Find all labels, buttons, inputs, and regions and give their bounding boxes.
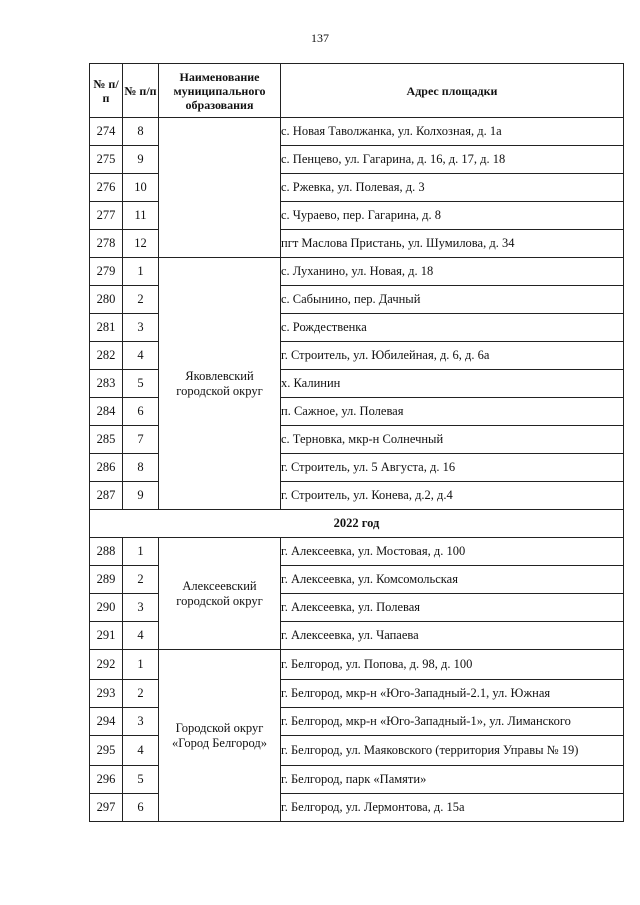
site-address: г. Белгород, мкр-н «Юго-Западный-1», ул. Лиманского: [281, 708, 624, 736]
site-address: с. Сабынино, пер. Дачный: [281, 286, 624, 314]
row-sub-number: 4: [123, 342, 159, 370]
row-sub-number: 5: [123, 766, 159, 794]
site-address: г. Строитель, ул. Юбилейная, д. 6, д. 6а: [281, 342, 624, 370]
row-number: 287: [90, 482, 123, 510]
site-address: г. Алексеевка, ул. Чапаева: [281, 622, 624, 650]
row-number: 286: [90, 454, 123, 482]
row-number: 278: [90, 230, 123, 258]
row-sub-number: 11: [123, 202, 159, 230]
row-number: 296: [90, 766, 123, 794]
sites-table: [89, 63, 624, 822]
site-address: г. Белгород, парк «Памяти»: [281, 766, 624, 794]
municipality-cell: Алексеевский городской округ: [159, 538, 281, 650]
row-sub-number: 1: [123, 538, 159, 566]
table-row: [90, 650, 624, 680]
row-number: 295: [90, 736, 123, 766]
row-sub-number: 8: [123, 118, 159, 146]
site-address: г. Белгород, ул. Маяковского (территория Управы № 19): [281, 736, 624, 766]
row-sub-number: 5: [123, 370, 159, 398]
row-sub-number: 10: [123, 174, 159, 202]
year-heading: 2022 год: [90, 510, 624, 538]
row-sub-number: 9: [123, 482, 159, 510]
row-sub-number: 2: [123, 680, 159, 708]
site-address: п. Сажное, ул. Полевая: [281, 398, 624, 426]
row-number: 274: [90, 118, 123, 146]
row-sub-number: 4: [123, 736, 159, 766]
header-sub-number: № п/п: [123, 64, 159, 118]
row-sub-number: 9: [123, 146, 159, 174]
row-sub-number: 8: [123, 454, 159, 482]
site-address: г. Белгород, ул. Попова, д. 98, д. 100: [281, 650, 624, 680]
header-municipality: Наименование муниципального образования: [159, 64, 281, 118]
header-number: № п/п: [90, 64, 123, 118]
site-address: с. Пенцево, ул. Гагарина, д. 16, д. 17, д. 18: [281, 146, 624, 174]
row-sub-number: 6: [123, 794, 159, 822]
table-header-row: [90, 64, 624, 118]
row-number: 276: [90, 174, 123, 202]
site-address: с. Новая Таволжанка, ул. Колхозная, д. 1а: [281, 118, 624, 146]
municipality-cell: Яковлевский городской округ: [159, 258, 281, 510]
site-address: х. Калинин: [281, 370, 624, 398]
row-number: 294: [90, 708, 123, 736]
header-address: Адрес площадки: [281, 64, 624, 118]
row-number: 277: [90, 202, 123, 230]
site-address: г. Белгород, мкр-н «Юго-Западный-2.1, ул. Южная: [281, 680, 624, 708]
site-address: пгт Маслова Пристань, ул. Шумилова, д. 34: [281, 230, 624, 258]
municipality-cell: [159, 118, 281, 258]
page-number: 137: [311, 31, 329, 45]
row-number: 279: [90, 258, 123, 286]
row-sub-number: 3: [123, 708, 159, 736]
row-sub-number: 12: [123, 230, 159, 258]
site-address: с. Ржевка, ул. Полевая, д. 3: [281, 174, 624, 202]
site-address: г. Алексеевка, ул. Комсомольская: [281, 566, 624, 594]
row-number: 288: [90, 538, 123, 566]
site-address: с. Рождественка: [281, 314, 624, 342]
year-section-row: [90, 510, 624, 538]
municipality-cell: Городской округ «Город Белгород»: [159, 650, 281, 822]
row-number: 280: [90, 286, 123, 314]
row-number: 297: [90, 794, 123, 822]
site-address: г. Алексеевка, ул. Полевая: [281, 594, 624, 622]
row-sub-number: 7: [123, 426, 159, 454]
row-number: 289: [90, 566, 123, 594]
row-sub-number: 3: [123, 594, 159, 622]
site-address: с. Терновка, мкр-н Солнечный: [281, 426, 624, 454]
site-address: с. Луханино, ул. Новая, д. 18: [281, 258, 624, 286]
site-address: г. Строитель, ул. 5 Августа, д. 16: [281, 454, 624, 482]
row-number: 293: [90, 680, 123, 708]
site-address: с. Чураево, пер. Гагарина, д. 8: [281, 202, 624, 230]
row-sub-number: 2: [123, 286, 159, 314]
row-number: 291: [90, 622, 123, 650]
row-sub-number: 1: [123, 258, 159, 286]
row-number: 282: [90, 342, 123, 370]
site-address: г. Белгород, ул. Лермонтова, д. 15а: [281, 794, 624, 822]
row-number: 283: [90, 370, 123, 398]
table-row: [90, 118, 624, 146]
row-number: 275: [90, 146, 123, 174]
row-number: 285: [90, 426, 123, 454]
row-number: 292: [90, 650, 123, 680]
row-number: 284: [90, 398, 123, 426]
table-row: [90, 538, 624, 566]
site-address: г. Строитель, ул. Конева, д.2, д.4: [281, 482, 624, 510]
site-address: г. Алексеевка, ул. Мостовая, д. 100: [281, 538, 624, 566]
row-sub-number: 6: [123, 398, 159, 426]
row-sub-number: 2: [123, 566, 159, 594]
row-number: 281: [90, 314, 123, 342]
table-row: [90, 258, 624, 286]
sites-table-body: [90, 64, 624, 822]
row-number: 290: [90, 594, 123, 622]
row-sub-number: 1: [123, 650, 159, 680]
row-sub-number: 3: [123, 314, 159, 342]
row-sub-number: 4: [123, 622, 159, 650]
